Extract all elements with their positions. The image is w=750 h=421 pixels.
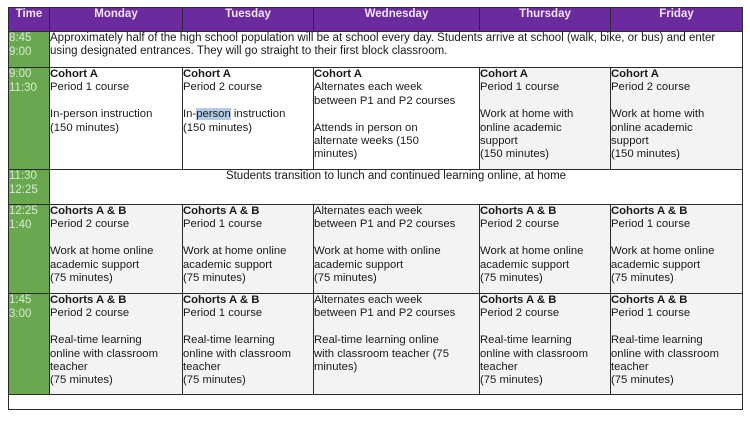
detail-line: Real-time learning xyxy=(50,334,142,347)
cell-tuesday[interactable] xyxy=(183,294,314,395)
course-label: between P1 and P2 courses xyxy=(314,218,456,231)
cohort-label: Cohorts A & B xyxy=(480,205,557,217)
time-end: 1:40 xyxy=(9,218,32,231)
cell-friday[interactable] xyxy=(611,205,743,294)
table-row xyxy=(9,68,743,170)
detail-suffix: instruction xyxy=(230,108,286,121)
cell-thursday[interactable] xyxy=(480,294,611,395)
header-time: Time xyxy=(9,8,50,32)
course-label: Period 1 course xyxy=(50,81,130,94)
detail-line: online with classroom xyxy=(183,347,291,360)
detail-line: minutes) xyxy=(314,361,358,374)
detail-line xyxy=(183,108,313,121)
detail-line: academic support xyxy=(314,258,404,271)
detail-line: In-person instruction xyxy=(50,108,153,121)
time-end: 3:00 xyxy=(9,307,32,320)
header-wednesday: Wednesday xyxy=(314,8,480,32)
cell-monday[interactable] xyxy=(50,68,183,170)
time-end: 11:30 xyxy=(9,81,37,94)
course-label: Alternates each week xyxy=(314,205,423,217)
detail-line: (75 minutes) xyxy=(50,374,113,387)
detail-line: online with classroom xyxy=(611,347,719,360)
time-start: 12:25 xyxy=(9,205,38,217)
cohort-label: Cohort A xyxy=(183,68,231,80)
detail-line: Real-time learning xyxy=(611,334,703,347)
detail-line: (150 minutes) xyxy=(480,148,550,161)
time-cell xyxy=(9,68,50,170)
table-row xyxy=(9,170,743,205)
course-label: Period 2 course xyxy=(50,218,130,231)
cohort-label: Cohorts A & B xyxy=(183,205,260,217)
lunch-note[interactable] xyxy=(50,170,743,205)
course-label: Period 2 course xyxy=(50,307,130,320)
partial-row-cell xyxy=(9,395,743,410)
cohort-label: Cohort A xyxy=(50,68,98,80)
cell-thursday[interactable] xyxy=(480,68,611,170)
detail-line: Work at home with xyxy=(480,108,574,121)
detail-line: online with classroom xyxy=(50,347,158,360)
time-start: 9:00 xyxy=(9,68,32,80)
detail-line: Work at home with xyxy=(611,108,705,121)
cell-friday[interactable] xyxy=(611,294,743,395)
detail-line: teacher xyxy=(50,361,88,374)
course-label: between P1 and P2 courses xyxy=(314,94,456,107)
lunch-text: Students transition to lunch and continued learning online, at home xyxy=(225,170,567,182)
cell-friday[interactable] xyxy=(611,68,743,170)
course-label: Period 2 course xyxy=(611,81,691,94)
detail-line: Attends in person on xyxy=(314,121,418,134)
detail-line: online academic xyxy=(480,121,562,134)
detail-line: online academic xyxy=(611,121,693,134)
header-monday: Monday xyxy=(50,8,183,32)
detail-line: teacher xyxy=(480,361,518,374)
detail-line: (75 minutes) xyxy=(611,374,674,387)
detail-line: Work at home online xyxy=(183,245,287,258)
course-label: Period 1 course xyxy=(183,218,263,231)
course-label: Alternates each week xyxy=(314,81,423,94)
course-label: Period 1 course xyxy=(611,307,691,320)
time-cell xyxy=(9,205,50,294)
detail-line: Real-time learning xyxy=(480,334,572,347)
detail-line: academic support xyxy=(480,258,570,271)
detail-line: (150 minutes) xyxy=(50,121,120,134)
table-row xyxy=(9,205,743,294)
cell-wednesday[interactable] xyxy=(314,205,480,294)
detail-line: (75 minutes) xyxy=(314,272,377,285)
detail-line: Work at home online xyxy=(611,245,715,258)
detail-prefix: In- xyxy=(183,108,197,121)
schedule-table xyxy=(8,7,743,410)
table-row xyxy=(9,294,743,395)
detail-line: (75 minutes) xyxy=(480,374,543,387)
detail-line: Work at home with online xyxy=(314,245,441,258)
time-cell xyxy=(9,32,50,68)
detail-line: support xyxy=(611,135,649,148)
detail-line: online with classroom xyxy=(480,347,588,360)
course-label: Alternates each week xyxy=(314,294,423,306)
time-start: 11:30 xyxy=(9,170,37,182)
course-label: Period 2 course xyxy=(480,307,560,320)
detail-line: teacher xyxy=(183,361,221,374)
detail-line: minutes) xyxy=(314,148,358,161)
detail-line: (75 minutes) xyxy=(480,272,543,285)
cohort-label: Cohorts A & B xyxy=(50,205,127,217)
detail-line: Work at home online xyxy=(50,245,154,258)
cell-wednesday[interactable] xyxy=(314,294,480,395)
time-end: 9:00 xyxy=(9,45,32,58)
detail-line: (75 minutes) xyxy=(183,374,246,387)
course-label: Period 1 course xyxy=(611,218,691,231)
detail-line: Real-time learning xyxy=(183,334,275,347)
course-label: Period 1 course xyxy=(480,81,560,94)
time-cell xyxy=(9,294,50,395)
cohort-label: Cohorts A & B xyxy=(50,294,127,306)
time-start: 1:45 xyxy=(9,294,32,306)
detail-line: academic support xyxy=(50,258,140,271)
detail-line: (150 minutes) xyxy=(611,148,681,161)
time-cell xyxy=(9,170,50,205)
header-friday: Friday xyxy=(611,8,743,32)
cell-tuesday[interactable] xyxy=(183,68,314,170)
cohort-label: Cohorts A & B xyxy=(611,205,688,217)
cell-thursday[interactable] xyxy=(480,205,611,294)
header-row xyxy=(9,8,743,32)
header-thursday: Thursday xyxy=(480,8,611,32)
cell-monday[interactable] xyxy=(50,205,183,294)
course-label: Period 2 course xyxy=(480,218,560,231)
arrival-note[interactable] xyxy=(50,32,743,68)
detail-line: alternate weeks (150 xyxy=(314,135,419,148)
cohort-label: Cohort A xyxy=(611,68,659,80)
detail-line: Real-time learning online xyxy=(314,334,439,347)
course-label: between P1 and P2 courses xyxy=(314,307,456,320)
detail-line: (75 minutes) xyxy=(183,272,246,285)
detail-line: Work at home online xyxy=(480,245,584,258)
detail-line: (75 minutes) xyxy=(50,272,113,285)
cohort-label: Cohort A xyxy=(314,68,362,80)
selected-text[interactable]: person xyxy=(196,108,231,121)
detail-line: teacher xyxy=(611,361,649,374)
cell-wednesday[interactable] xyxy=(314,68,480,170)
cell-tuesday[interactable] xyxy=(183,205,314,294)
detail-line: (75 minutes) xyxy=(611,272,674,285)
table-row xyxy=(9,32,743,68)
time-start: 8:45 xyxy=(9,32,32,44)
cohort-label: Cohorts A & B xyxy=(183,294,260,306)
cohort-label: Cohorts A & B xyxy=(480,294,557,306)
time-end: 12:25 xyxy=(9,183,38,196)
detail-line: academic support xyxy=(611,258,701,271)
detail-line: academic support xyxy=(183,258,273,271)
cohort-label: Cohorts A & B xyxy=(611,294,688,306)
detail-line: (150 minutes) xyxy=(183,121,253,134)
cohort-label: Cohort A xyxy=(480,68,528,80)
course-label: Period 2 course xyxy=(183,81,263,94)
header-tuesday: Tuesday xyxy=(183,8,314,32)
arrival-text: Approximately half of the high school population will be at school every day. Students arrive at school (walk, bike, or bus) and enter using designated entrances. They will go straight to their first block classroom. xyxy=(50,32,716,58)
table-row-partial xyxy=(9,395,743,410)
course-label: Period 1 course xyxy=(183,307,263,320)
cell-monday[interactable] xyxy=(50,294,183,395)
detail-line: support xyxy=(480,135,518,148)
detail-line: with classroom teacher (75 xyxy=(314,347,449,360)
